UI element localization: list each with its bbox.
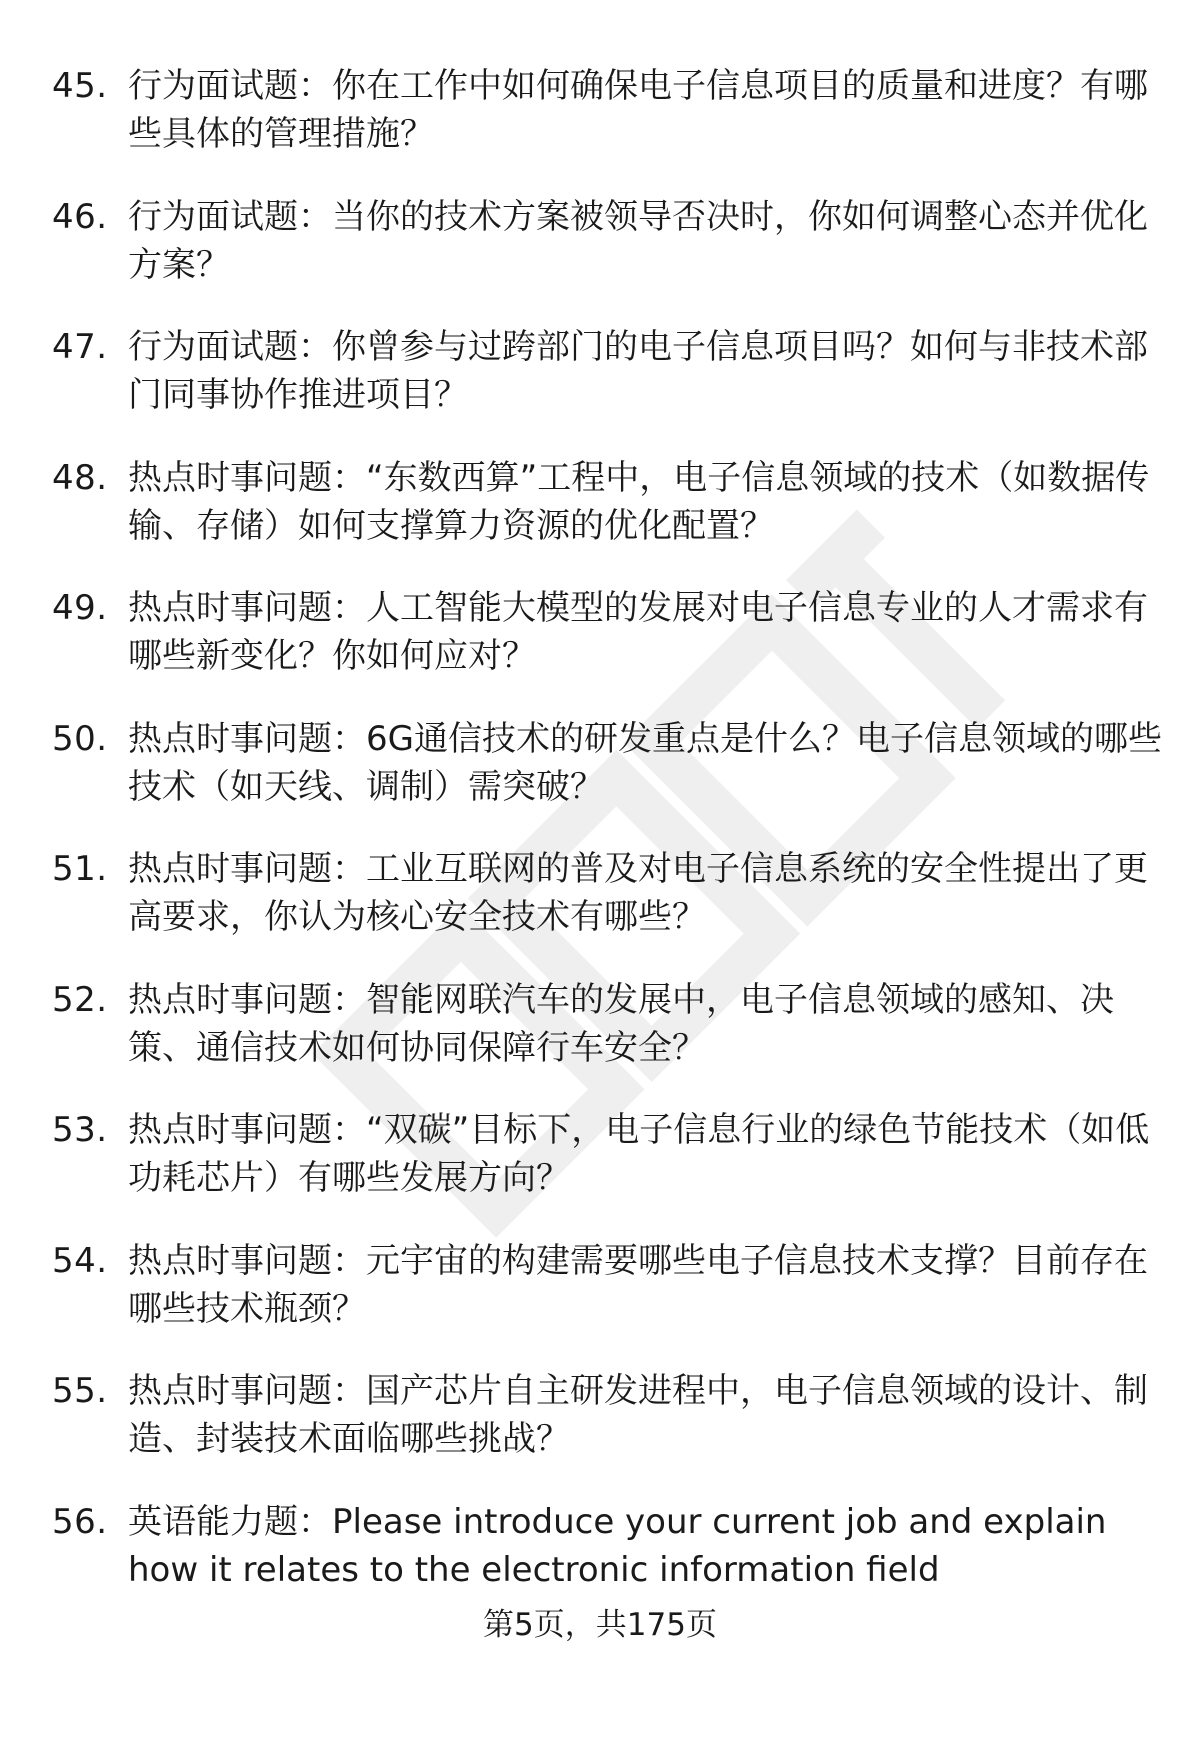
question-item-45 — [52, 62, 1162, 158]
question-item-54 — [52, 1237, 1162, 1333]
question-number: 49. — [52, 588, 108, 628]
question-number: 53. — [52, 1110, 108, 1150]
question-text: 热点时事问题：人工智能大模型的发展对电子信息专业的人才需求有哪些新变化？你如何应对？ — [128, 588, 1148, 676]
question-item-56 — [52, 1498, 1162, 1594]
question-text: 热点时事问题：“双碳”目标下，电子信息行业的绿色节能技术（如低功耗芯片）有哪些发展方向？ — [128, 1110, 1150, 1198]
question-number: 50. — [52, 718, 108, 759]
question-item-52 — [52, 976, 1162, 1072]
question-number: 47. — [52, 327, 108, 367]
question-number: 55. — [52, 1371, 108, 1411]
question-text: 行为面试题：当你的技术方案被领导否决时，你如何调整心态并优化方案？ — [128, 196, 1148, 285]
question-number: 52. — [52, 979, 108, 1020]
question-item-49 — [52, 584, 1162, 680]
question-text: 热点时事问题：6G通信技术的研发重点是什么？电子信息领域的哪些技术（如天线、调制）需突破？ — [128, 718, 1162, 807]
question-item-50 — [52, 715, 1162, 811]
question-text: 热点时事问题：智能网联汽车的发展中，电子信息领域的感知、决策、通信技术如何协同保障行车安全？ — [128, 979, 1114, 1068]
question-number: 46. — [52, 196, 108, 237]
question-number: 48. — [52, 457, 108, 498]
question-text: 英语能力题：Please introduce your current job and explain how it relates to the electronic information field — [128, 1501, 1107, 1590]
page-number-footer: 第5页，共175页 — [483, 1607, 717, 1643]
question-text: 行为面试题：你曾参与过跨部门的电子信息项目吗？如何与非技术部门同事协作推进项目？ — [128, 327, 1148, 415]
question-number: 51. — [52, 849, 108, 889]
question-item-53 — [52, 1106, 1162, 1202]
question-item-46 — [52, 193, 1162, 289]
question-number: 56. — [52, 1501, 108, 1542]
question-number: 45. — [52, 66, 108, 106]
question-number: 54. — [52, 1240, 108, 1281]
question-text: 行为面试题：你在工作中如何确保电子信息项目的质量和进度？有哪些具体的管理措施？ — [128, 66, 1148, 154]
question-item-47 — [52, 323, 1162, 419]
question-list — [52, 62, 1162, 1628]
question-text: 热点时事问题：元宇宙的构建需要哪些电子信息技术支撑？目前存在哪些技术瓶颈？ — [128, 1240, 1148, 1329]
question-text: 热点时事问题：“东数西算”工程中，电子信息领域的技术（如数据传输、存储）如何支撑算力资源的优化配置？ — [128, 457, 1150, 546]
question-item-55 — [52, 1367, 1162, 1463]
question-text: 热点时事问题：工业互联网的普及对电子信息系统的安全性提出了更高要求，你认为核心安全技术有哪些？ — [128, 849, 1148, 937]
question-item-48 — [52, 454, 1162, 550]
question-text: 热点时事问题：国产芯片自主研发进程中，电子信息领域的设计、制造、封装技术面临哪些挑战？ — [128, 1371, 1148, 1459]
question-item-51 — [52, 845, 1162, 941]
